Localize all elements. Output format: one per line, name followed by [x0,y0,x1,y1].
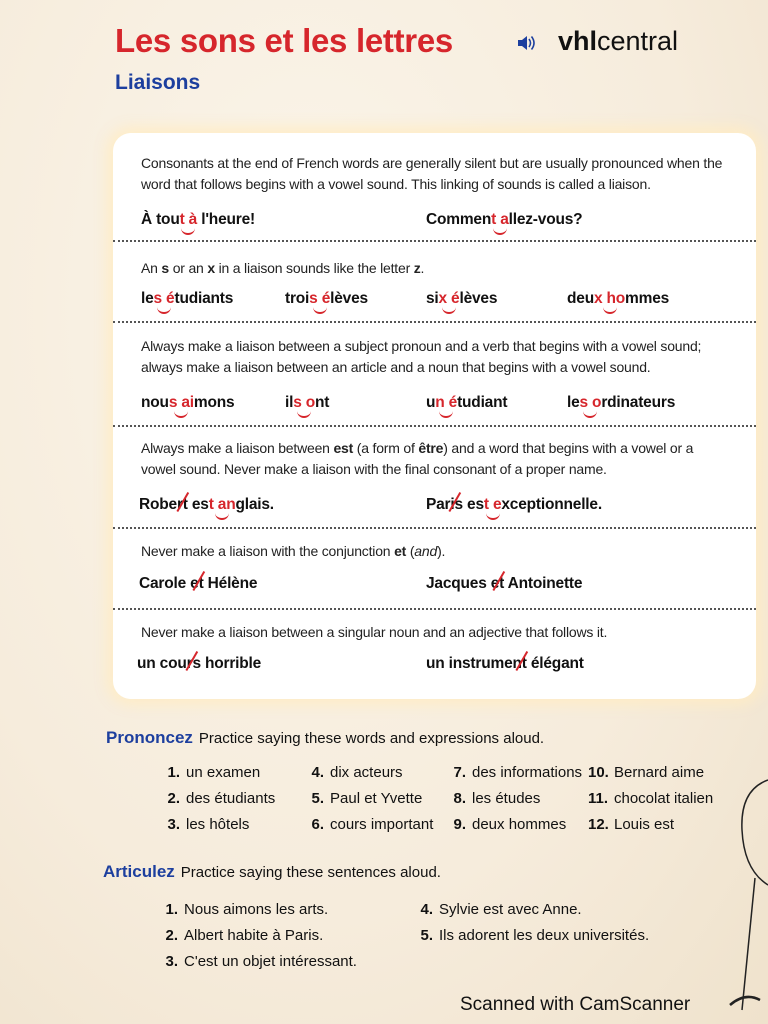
speech-bubble-illustration [700,770,768,1024]
rule-5-text [141,541,731,562]
divider [113,240,756,242]
liaison-mark: s é [309,290,331,307]
ex-text: Pari [426,496,455,513]
rule-bold: est [333,440,354,456]
rule-3-example-2 [285,394,329,412]
item-number: 4. [311,764,324,781]
ex-text: mons [193,394,235,411]
rule-italic: and [414,543,438,559]
prononcez-instruction: Practice saying these words and expressions aloud. [198,730,545,747]
scanner-watermark: Scanned with CamScanner [460,994,691,1015]
rule-bold: z [413,260,421,276]
rule-4-example-1 [139,496,274,514]
ex-text: élégant [526,655,584,672]
item-number: 3. [165,953,178,970]
list-item [304,760,433,786]
prononcez-col-1 [160,760,275,838]
rule-5-example-2 [426,575,582,593]
item-text: C'est un objet intéressant. [184,953,357,970]
list-item [588,786,713,812]
list-item [160,812,275,838]
item-number: 11. [588,790,609,807]
item-number: 5. [311,790,324,807]
rule-2-text [141,258,731,279]
list-item [413,897,649,923]
rule-2-example-2 [285,290,368,308]
item-text: les études [472,790,541,807]
ex-text: lèves [459,290,498,307]
ex-text: Commen [426,211,492,228]
item-number: 1. [167,764,180,781]
liaison-mark: s o [579,394,602,411]
ex-text: lèves [330,290,368,307]
item-text: Albert habite à Paris. [184,927,324,944]
articulez-instruction: Practice saying these sentences aloud. [180,864,441,881]
liaison-mark: t an [208,496,236,513]
ex-text: es [187,496,209,513]
rule-6-text: Never make a liaison between a singular noun and an adjective that follows it. [141,624,608,640]
liaison-mark: t a [491,211,509,228]
rule-2-example-1 [141,290,233,308]
list-item [446,760,582,786]
item-text: Louis est [614,816,675,833]
rule-6-example-1 [137,655,261,673]
prononcez-col-4 [588,760,713,838]
ex-text: nou [141,394,169,411]
ex-text: mmes [625,290,670,307]
ex-text: nt [315,394,330,411]
list-item [160,786,275,812]
rule-4-example-2 [426,496,602,514]
liaison-mark: x ho [593,290,626,307]
item-number: 7. [453,764,466,781]
liaison-mark: t e [483,496,502,513]
item-text: cours important [330,816,434,833]
brand-bold: vhl [558,26,598,56]
rule-3-example-4 [567,394,675,412]
item-text: les hôtels [186,816,250,833]
liaison-mark: s o [293,394,316,411]
ex-text: Rober [139,496,183,513]
ex-text: glais. [235,496,274,513]
articulez-col-2 [413,897,649,949]
rule-bold: et [394,543,407,559]
ex-text: u [426,394,436,411]
item-text: dix acteurs [330,764,403,781]
ex-text: Antoinette [504,575,583,592]
list-item [160,760,275,786]
item-number: 1. [165,901,178,918]
rule-text: ) and a word that begins with a vowel or a vowel sound. Never make a liaison with the final consonant of a proper name. [141,440,694,477]
section-subtitle: Liaisons [115,71,201,94]
list-item [588,760,713,786]
item-number: 3. [167,816,180,833]
list-item [158,949,357,975]
item-number: 4. [420,901,433,918]
divider [113,527,756,529]
prononcez-title: Prononcez [106,728,193,747]
divider [113,425,756,427]
page-header [115,20,755,68]
item-number: 6. [311,816,324,833]
rule-text: Always make a liaison between [141,440,334,456]
rule-text: ). [437,543,446,559]
ex-text: llez-vous? [508,211,583,228]
rule-3-text: Always make a liaison between a subject pronoun and a verb that begins with a vowel sound; always make a liaison between an article and a noun that begins with a vowel sound. [141,338,702,375]
liaison-mark: s ai [168,394,194,411]
ex-text: il [285,394,294,411]
rule-5-example-1 [139,575,257,593]
rule-1-example-1 [141,211,255,229]
ex-text: si [426,290,439,307]
no-liaison-mark: t [182,496,188,513]
ex-text: tudiants [174,290,234,307]
rule-2-example-4 [567,290,669,308]
item-number: 5. [420,927,433,944]
divider [113,321,756,323]
list-item [588,812,713,838]
item-text: deux hommes [472,816,567,833]
item-text: des étudiants [186,790,276,807]
item-number: 8. [453,790,466,807]
item-text: Ils adorent les deux universités. [439,927,650,944]
ex-text: Carole e [139,575,199,592]
item-text: un examen [186,764,261,781]
rule-6-example-2 [426,655,584,673]
ex-text: rdinateurs [601,394,676,411]
ex-text: À tou [141,211,180,228]
no-liaison-mark: s [454,496,463,513]
item-text: chocolat italien [614,790,714,807]
liaison-mark: x é [438,290,460,307]
ex-text: le [567,394,580,411]
item-text: Sylvie est avec Anne. [439,901,582,918]
rule-text: in a liaison sounds like the letter [214,260,414,276]
list-item [158,923,357,949]
rule-text: . [420,260,425,276]
divider [113,608,756,610]
rule-text: (a form of [353,440,419,456]
ex-text: un cour [137,655,193,672]
rule-bold: x [207,260,215,276]
rule-text: ( [406,543,415,559]
prononcez-heading [106,728,544,748]
page-title: Les sons et les lettres [115,22,453,59]
item-number: 10. [588,764,609,781]
liaison-mark: s é [153,290,175,307]
liaison-mark: n é [435,394,458,411]
liaison-rules-card [113,133,756,699]
rule-1-example-2 [426,211,582,229]
item-number: 9. [453,816,466,833]
rule-text: Never make a liaison with the conjunction [141,543,395,559]
prononcez-col-2 [304,760,433,838]
ex-text: un instrumen [426,655,522,672]
item-number: 2. [167,790,180,807]
ex-text: deu [567,290,594,307]
brand-logo[interactable] [558,26,678,57]
prononcez-col-3 [446,760,582,838]
no-liaison-mark: t [499,575,505,592]
rule-3-example-3 [426,394,507,412]
no-liaison-mark: t [521,655,527,672]
no-liaison-mark: s [192,655,201,672]
brand-rest: central [597,26,679,56]
list-item [304,786,433,812]
ex-text: le [141,290,154,307]
item-number: 2. [165,927,178,944]
articulez-heading [103,862,441,882]
articulez-title: Articulez [103,862,175,881]
list-item [446,786,582,812]
rule-3-example-1 [141,394,234,412]
ex-text: tudiant [457,394,508,411]
item-text: Nous aimons les arts. [184,901,329,918]
ex-text: troi [285,290,310,307]
ex-text: Hélène [203,575,258,592]
articulez-col-1 [158,897,357,975]
item-text: Bernard aime [614,764,705,781]
list-item [446,812,582,838]
rule-1-text: Consonants at the end of French words are generally silent but are usually pronounced when the word that follows begins with a vowel sound. This linking of sounds is called a liaison. [141,155,723,192]
item-text: des informations [472,764,583,781]
rule-bold: s [161,260,170,276]
speaker-icon[interactable] [515,32,537,54]
item-text: Paul et Yvette [330,790,423,807]
rule-bold: être [418,440,444,456]
list-item [158,897,357,923]
ex-text: Jacques e [426,575,500,592]
rule-text: An [141,260,162,276]
item-number: 12. [588,816,609,833]
ex-text: es [462,496,484,513]
rule-4-text [141,438,731,480]
ex-text: l'heure! [197,211,255,228]
rule-text: or an [169,260,208,276]
list-item [304,812,433,838]
ex-text: xceptionnelle. [501,496,602,513]
list-item [413,923,649,949]
liaison-mark: t à [179,211,198,228]
rule-2-example-3 [426,290,497,308]
no-liaison-mark: t [198,575,204,592]
ex-text: horrible [200,655,262,672]
